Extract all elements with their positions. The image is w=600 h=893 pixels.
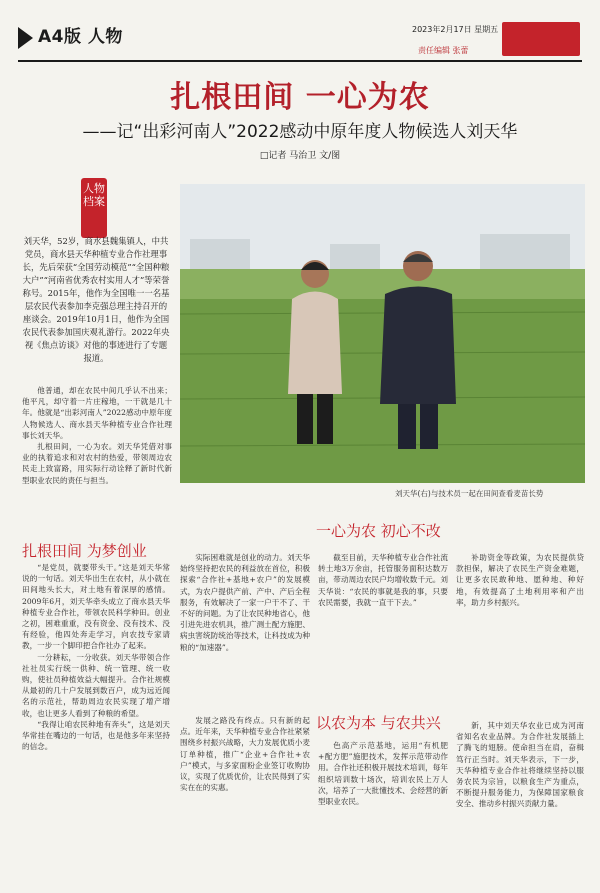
body-col-1 bbox=[22, 562, 170, 880]
section-heading-2: 一心为农 初心不改 bbox=[316, 522, 441, 540]
lead-p1: 他普通，却在农民中间几乎认不出来；他平凡，却守着一片庄稼地，一干就是几十年。他就是“出彩河南人”2022感动中原年度人物候选人、商水县天华种植专业合作社理事长刘天华。 bbox=[22, 386, 172, 440]
page-section-label: A4版 人物 bbox=[38, 27, 123, 47]
profile-tag: 人物档案 bbox=[81, 178, 107, 238]
body-p2: 一分耕耘，一分收获。刘天华带领合作社社员实行统一供种、统一管理、统一收购，使社员种植效益大幅提升。合作社规模从最初的几十户发展到数百户，成为远近闻名的示范社，帮助周边农民实现了增产增收，也让更多人看到了种粮的希望。 bbox=[22, 652, 170, 718]
page-marker-icon bbox=[18, 27, 33, 49]
article-subtitle: ——记“出彩河南人”2022感动中原年度人物候选人刘天华 bbox=[82, 122, 518, 142]
body-col-7 bbox=[456, 720, 584, 881]
body-col-3 bbox=[318, 552, 448, 702]
body-col-6 bbox=[318, 740, 448, 881]
body-col-4 bbox=[456, 552, 584, 712]
body-p5: 截至目前，天华种植专业合作社流转土地3万余亩，托管服务面积达数万亩，带动周边农民户均增收数千元。刘天华说：“农民的事就是我的事，只要农民需要，我就一直干下去。” bbox=[318, 553, 448, 607]
newspaper-logo bbox=[502, 22, 580, 56]
lead-paragraph bbox=[22, 385, 172, 527]
article-title: 扎根田间 一心为农 bbox=[170, 80, 430, 115]
body-p6: 补助资金等政策，为农民提供贷款担保，解决了农民生产资金难题，让更多农民敢种地、愿种地、种好地，有效提高了土地利用率和产出率，助力乡村振兴。 bbox=[456, 553, 584, 607]
section-heading-3: 以农为本 与农共兴 bbox=[316, 714, 441, 732]
issue-date: 2023年2月17日 星期五 bbox=[412, 25, 499, 34]
section-heading-1: 扎根田间 为梦创业 bbox=[22, 542, 147, 560]
body-p7: 发展之路没有终点。只有新的起点。近年来，天华种植专业合作社紧紧围绕乡村振兴战略，大力发展优质小麦订单种植，推广“企业+合作社+农户”模式，与多家面粉企业签订收购协议，实现了优质优价，让农民得到了实实在在的实惠。 bbox=[180, 716, 310, 793]
body-p1: “是党员，就要带头干。”这是刘天华常说的一句话。刘天华出生在农村，从小就在田间地头长大，对土地有着深厚的感情。2009年6月，刘天华牵头成立了商水县天华种植专业合作社，带领农民科学种田。创业之初，困难重重，没有资金、没有技术、没有经验，他四处奔走学习，向农技专家请教，一步一个脚印把合作社办了起来。 bbox=[22, 563, 170, 651]
body-p3: “我得让咱农民种地有奔头”，这是刘天华常挂在嘴边的一句话，也是他多年来坚持的信念。 bbox=[22, 719, 170, 752]
body-p9: 新，其中刘天华农业已成为河南省知名农业品牌。为合作社发展插上了腾飞的翅膀。使命担当在肩，奋楫笃行正当时。刘天华表示，下一步，天华种植专业合作社将继续坚持以服务农民为宗旨，以粮食生产为重点，不断提升服务能力，为保障国家粮食安全、推动乡村振兴贡献力量。 bbox=[456, 721, 584, 809]
editors-line: 责任编辑 张蕾 bbox=[418, 46, 469, 55]
photo-caption: 刘天华(右)与技术员一起在田间查看麦苗长势 bbox=[395, 489, 544, 498]
body-p4: 实际困难就是创业的动力。刘天华始终坚持把农民的利益放在首位，积极探索“合作社+基地+农户”的发展模式，为农户提供产前、产中、产后全程服务，有效解决了一家一户干不了、干不好的问题。为了让农民种地省心，他引进先进农机具，推广测土配方施肥、病虫害统防统治等技术，让科技成为种粮的“加速器”。 bbox=[180, 553, 310, 652]
body-p8: 色高产示范基地，运用“有机肥+配方肥”施肥技术，发挥示范带动作用。合作社还积极开展技术培训，每年组织培训数十场次，培训农民上万人次，培养了一大批懂技术、会经营的新型职业农民。 bbox=[318, 741, 448, 807]
profile-text: 刘天华，52岁，商水县魏集镇人，中共党员，商水县天华种植专业合作社理事长，先后荣获“全国劳动模范”“全国种粮大户”“河南省优秀农村实用人才”等荣誉称号。2015年，他作为全国唯一一名基层农民代表参加李克强总理主持召开的座谈会。2019年10月1日，他作为全国农民代表参加国庆观礼游行。2022年央视《焦点访谈》对他的事迹进行了专题报道。 bbox=[22, 236, 170, 363]
lead-p2: 扎根田间，一心为农。刘天华凭借对事业的执着追求和对农村的热爱，带领周边农民走上致富路，用实际行动诠释了新时代新型职业农民的责任与担当。 bbox=[22, 442, 172, 485]
byline: □记者 马治卫 文/图 bbox=[259, 151, 341, 161]
header-rule bbox=[18, 60, 582, 62]
body-col-5 bbox=[180, 715, 310, 881]
article-photo bbox=[180, 184, 585, 483]
body-col-2 bbox=[180, 552, 310, 702]
